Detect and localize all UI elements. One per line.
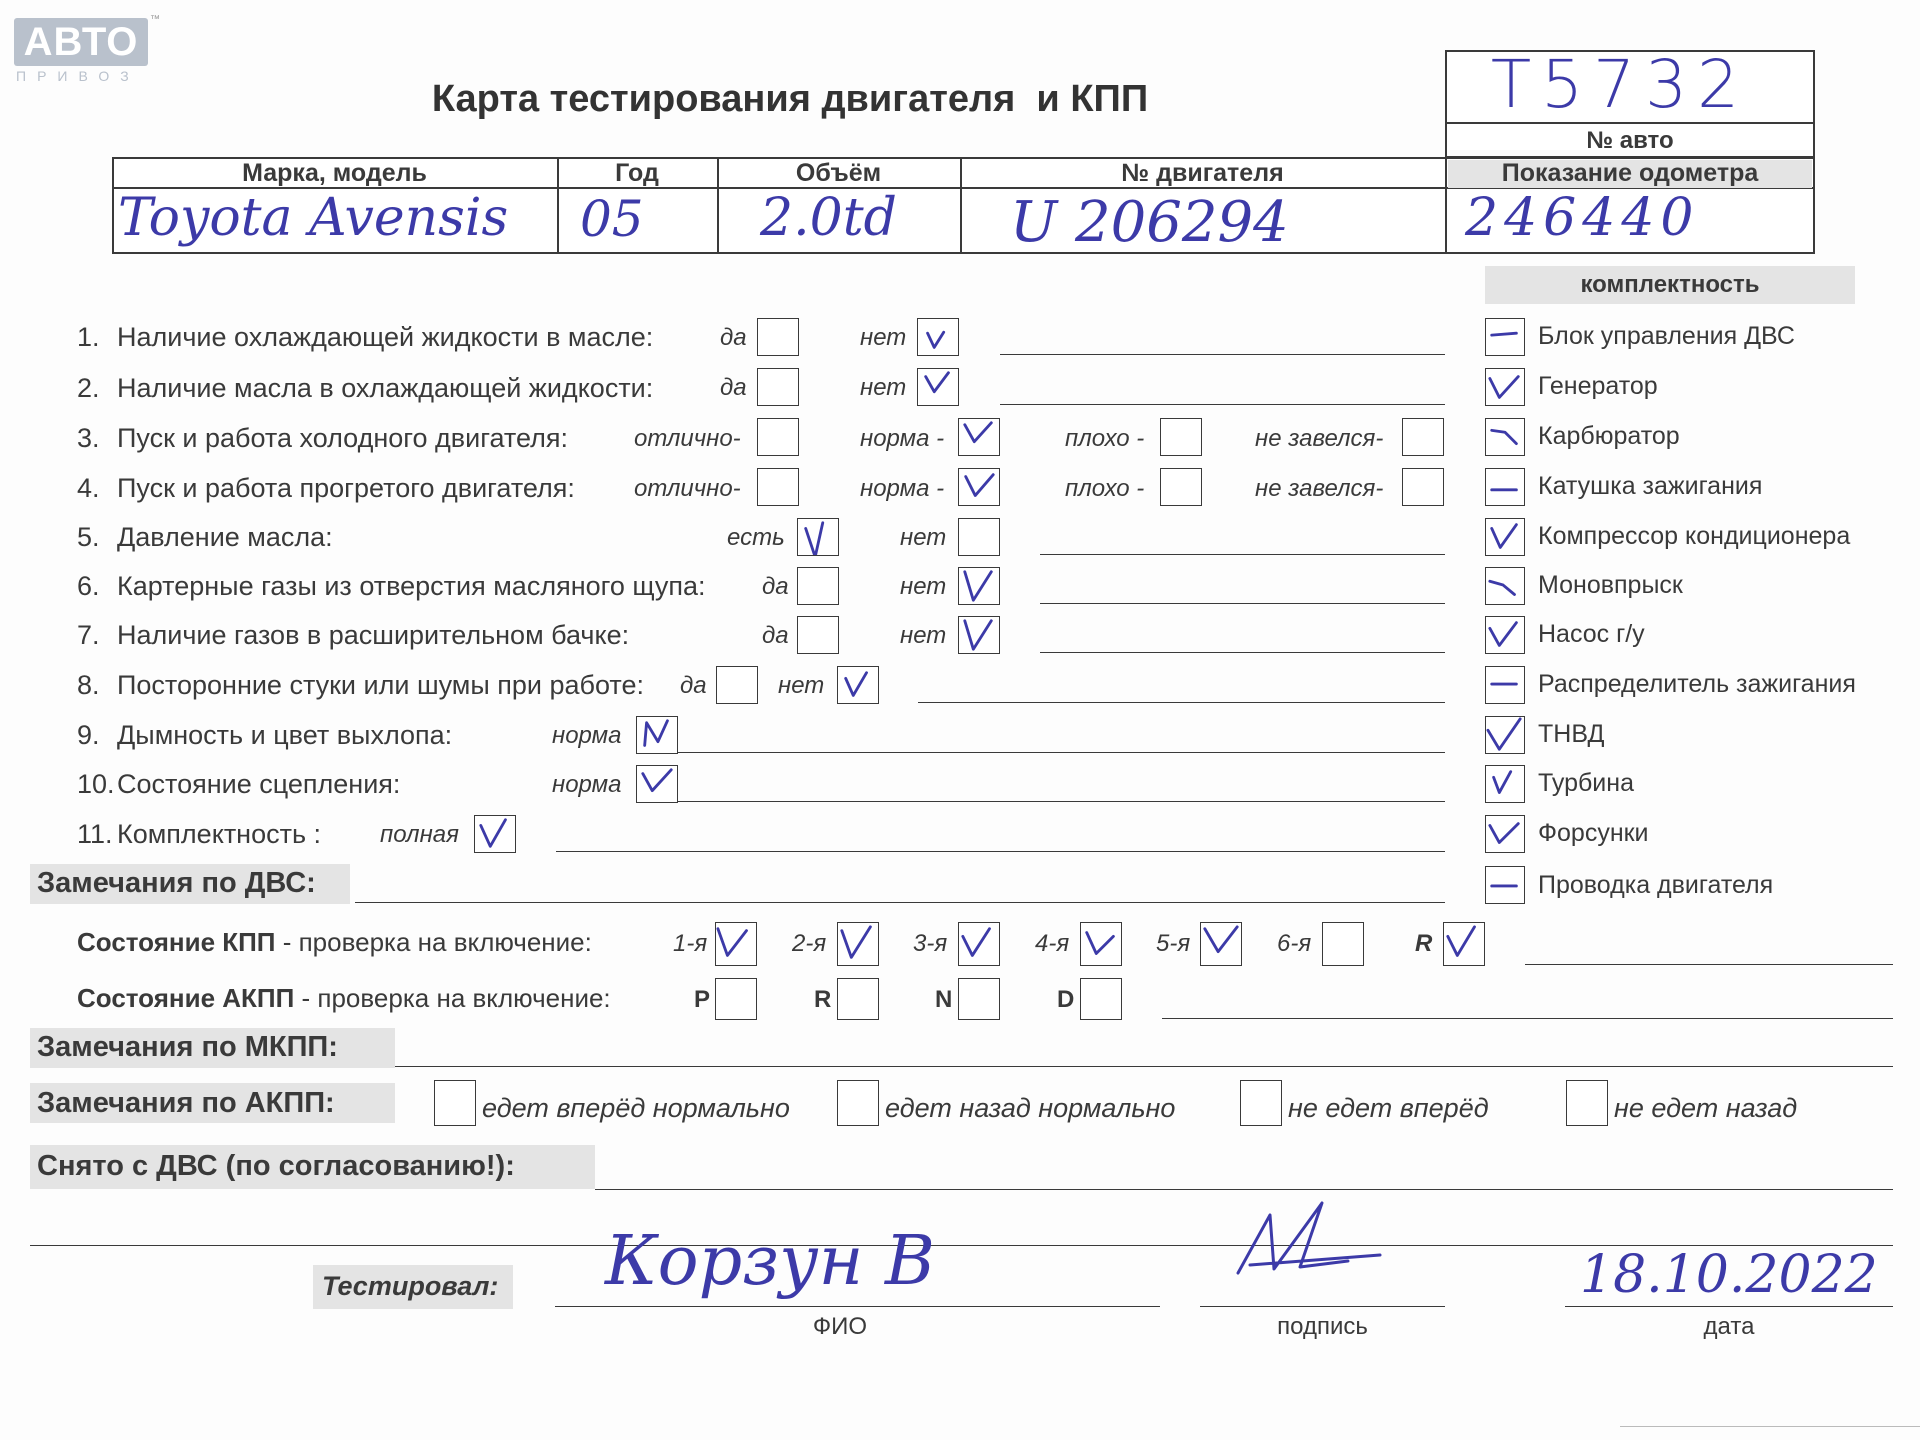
check-mark-icon bbox=[959, 419, 999, 455]
q11-text: Комплектность : bbox=[117, 819, 322, 849]
q9-number: 9. bbox=[77, 720, 100, 750]
q3-number: 3. bbox=[77, 423, 100, 453]
gear-5-checkbox[interactable] bbox=[1200, 922, 1242, 966]
gear-1-checkbox[interactable] bbox=[715, 922, 757, 966]
check-mark-icon bbox=[959, 469, 999, 505]
q7-no-label: нет bbox=[900, 622, 947, 649]
year-value: 05 bbox=[580, 190, 644, 248]
q7-yes-checkbox[interactable] bbox=[797, 616, 839, 654]
q10 bbox=[77, 769, 400, 800]
check-mark-icon bbox=[1486, 369, 1524, 405]
completeness-checkbox-9[interactable] bbox=[1485, 716, 1525, 754]
akpp-forward-ok-checkbox[interactable] bbox=[434, 1080, 476, 1126]
akpp-label-rest: - проверка на включение: bbox=[294, 983, 611, 1013]
kpp-label bbox=[77, 927, 592, 958]
akpp-r-label: R bbox=[814, 986, 832, 1013]
header-volume: Объём bbox=[795, 159, 882, 187]
q7 bbox=[77, 620, 629, 651]
q8-note-line[interactable] bbox=[918, 702, 1445, 703]
q8-no-checkbox[interactable] bbox=[837, 666, 879, 704]
check-mark-icon bbox=[918, 319, 958, 355]
q7-yes-label: да bbox=[762, 622, 789, 649]
gear-4-label: 4-я bbox=[1035, 930, 1070, 957]
gear-3-checkbox[interactable] bbox=[958, 922, 1000, 966]
check-mark-icon bbox=[637, 717, 677, 753]
check-mark-icon bbox=[1081, 923, 1121, 965]
check-mark-icon bbox=[1444, 923, 1484, 965]
akpp-no-forward-label: не едет вперёд bbox=[1288, 1093, 1489, 1123]
q5 bbox=[77, 522, 333, 553]
bottom-edge-line bbox=[1620, 1426, 1920, 1427]
q11-note-line[interactable] bbox=[556, 851, 1445, 852]
tested-label: Тестировал: bbox=[322, 1271, 499, 1301]
q8-number: 8. bbox=[77, 670, 100, 700]
q1-yes-checkbox[interactable] bbox=[757, 318, 799, 356]
q8 bbox=[77, 670, 644, 701]
header-year: Год bbox=[615, 159, 659, 187]
header-engine-number: № двигателя bbox=[1121, 159, 1284, 187]
check-mark-icon bbox=[1486, 816, 1524, 852]
completeness-item-3: Карбюратор bbox=[1538, 422, 1680, 450]
q9-text: Дымность и цвет выхлопа: bbox=[117, 720, 453, 750]
check-mark-icon bbox=[1201, 923, 1241, 965]
q3-text: Пуск и работа холодного двигателя: bbox=[117, 423, 568, 453]
q1-number: 1. bbox=[77, 322, 100, 352]
remarks-engine-label: Замечания по ДВС: bbox=[37, 867, 316, 899]
gear-3-label: 3-я bbox=[913, 930, 948, 957]
q6-note-line[interactable] bbox=[1040, 603, 1445, 604]
q5-number: 5. bbox=[77, 522, 100, 552]
gear-2-checkbox[interactable] bbox=[837, 922, 879, 966]
completeness-title: комплектность bbox=[1580, 271, 1760, 298]
logo bbox=[14, 18, 148, 66]
kpp-label-rest: - проверка на включение: bbox=[275, 927, 592, 957]
completeness-checkbox-4[interactable] bbox=[1485, 468, 1525, 506]
dash-mark-icon bbox=[1486, 867, 1524, 903]
q9-normal-checkbox[interactable] bbox=[636, 716, 678, 754]
akpp-label-bold: Состояние АКПП bbox=[77, 983, 295, 1013]
q10-number: 10. bbox=[77, 769, 115, 799]
q8-text: Посторонние стуки или шумы при работе: bbox=[117, 670, 644, 700]
q2-yes-checkbox[interactable] bbox=[757, 368, 799, 406]
completeness-checkbox-6[interactable] bbox=[1485, 567, 1525, 605]
q4-number: 4. bbox=[77, 473, 100, 503]
remarks-mkpp-line[interactable] bbox=[395, 1066, 1893, 1067]
completeness-item-12: Проводка двигателя bbox=[1538, 871, 1774, 899]
dash-mark-icon bbox=[1486, 667, 1524, 703]
q6 bbox=[77, 571, 706, 602]
logo-tm: ™ bbox=[150, 14, 160, 25]
q5-note-line[interactable] bbox=[1040, 554, 1445, 555]
q8-no-label: нет bbox=[778, 672, 825, 699]
q6-yes-label: да bbox=[762, 573, 789, 600]
q2-note-line[interactable] bbox=[1000, 404, 1445, 405]
q7-text: Наличие газов в расширительном бачке: bbox=[117, 620, 630, 650]
removed-line[interactable] bbox=[595, 1189, 1893, 1190]
q9 bbox=[77, 720, 452, 751]
q4-text: Пуск и работа прогретого двигателя: bbox=[117, 473, 575, 503]
q11-full-checkbox[interactable] bbox=[474, 815, 516, 853]
tester-name: Корзун В bbox=[605, 1222, 936, 1301]
q4-no-start-label: не завелся- bbox=[1255, 475, 1384, 502]
q4-normal-label: норма - bbox=[860, 475, 945, 502]
q6-no-label: нет bbox=[900, 573, 947, 600]
q6-number: 6. bbox=[77, 571, 100, 601]
akpp-d-checkbox[interactable] bbox=[1080, 978, 1122, 1020]
q2-number: 2. bbox=[77, 373, 100, 403]
q6-yes-checkbox[interactable] bbox=[797, 567, 839, 605]
check-mark-icon bbox=[1486, 766, 1524, 802]
q11-number: 11. bbox=[77, 819, 113, 849]
car-number-value: T5732 bbox=[1490, 46, 1750, 123]
gear-r-checkbox[interactable] bbox=[1443, 922, 1485, 966]
check-mark-icon bbox=[959, 923, 999, 965]
dash-mark-icon bbox=[1486, 568, 1524, 604]
q1-no-checkbox[interactable] bbox=[917, 318, 959, 356]
q2-no-checkbox[interactable] bbox=[917, 368, 959, 406]
signature-line[interactable] bbox=[1200, 1306, 1445, 1307]
q5-no-label: нет bbox=[900, 524, 947, 551]
completeness-checkbox-2[interactable] bbox=[1485, 368, 1525, 406]
date-label: дата bbox=[1703, 1313, 1755, 1340]
q2 bbox=[77, 373, 653, 404]
header-model: Марка, модель bbox=[242, 159, 427, 187]
completeness-item-11: Форсунки bbox=[1538, 819, 1649, 847]
gear-1-label: 1-я bbox=[673, 930, 708, 957]
date-line[interactable] bbox=[1565, 1306, 1893, 1307]
q3-excellent-checkbox[interactable] bbox=[757, 418, 799, 456]
q2-text: Наличие масла в охлаждающей жидкости: bbox=[117, 373, 654, 403]
akpp-label bbox=[77, 983, 611, 1014]
akpp-note-line[interactable] bbox=[1162, 1018, 1893, 1019]
q1-note-line[interactable] bbox=[1000, 354, 1445, 355]
q3-bad-checkbox[interactable] bbox=[1160, 418, 1202, 456]
q8-yes-label: да bbox=[680, 672, 707, 699]
completeness-checkbox-8[interactable] bbox=[1485, 666, 1525, 704]
gear-6-label: 6-я bbox=[1277, 930, 1312, 957]
completeness-item-6: Моновпрыск bbox=[1538, 571, 1683, 599]
q10-text: Состояние сцепления: bbox=[117, 769, 401, 799]
q6-text: Картерные газы из отверстия масляного щупа: bbox=[117, 571, 706, 601]
completeness-checkbox-12[interactable] bbox=[1485, 866, 1525, 904]
q5-no-checkbox[interactable] bbox=[958, 518, 1000, 556]
removed-label: Снято с ДВС (по согласованию!): bbox=[37, 1150, 515, 1182]
completeness-checkbox-7[interactable] bbox=[1485, 616, 1525, 654]
completeness-checkbox-1[interactable] bbox=[1485, 318, 1525, 356]
q4-normal-checkbox[interactable] bbox=[958, 468, 1000, 506]
q9-note-line[interactable] bbox=[678, 752, 1445, 753]
completeness-item-5: Компрессор кондиционера bbox=[1538, 522, 1851, 550]
akpp-backward-ok-checkbox[interactable] bbox=[837, 1080, 879, 1126]
completeness-checkbox-3[interactable] bbox=[1485, 418, 1525, 456]
q7-no-checkbox[interactable] bbox=[958, 616, 1000, 654]
page-title: Карта тестирования двигателя и КПП bbox=[431, 78, 1149, 120]
akpp-no-backward-checkbox[interactable] bbox=[1566, 1080, 1608, 1126]
q5-yes-checkbox[interactable] bbox=[797, 518, 839, 556]
q5-yes-label: есть bbox=[727, 524, 785, 551]
akpp-backward-ok-label: едет назад нормально bbox=[885, 1093, 1176, 1123]
gear-r-label: R bbox=[1415, 930, 1433, 957]
completeness-item-2: Генератор bbox=[1538, 372, 1658, 400]
engine-number-value: U 206294 bbox=[1010, 190, 1289, 255]
akpp-no-backward-label: не едет назад bbox=[1614, 1093, 1798, 1123]
q10-normal-label: норма bbox=[552, 771, 622, 798]
check-mark-icon bbox=[959, 617, 999, 653]
q11-full-label: полная bbox=[380, 821, 459, 848]
q4-bad-checkbox[interactable] bbox=[1160, 468, 1202, 506]
check-mark-icon bbox=[798, 519, 838, 555]
akpp-d-label: D bbox=[1057, 986, 1075, 1013]
q6-no-checkbox[interactable] bbox=[958, 567, 1000, 605]
completeness-checkbox-10[interactable] bbox=[1485, 765, 1525, 803]
q2-yes-label: да bbox=[720, 374, 747, 401]
akpp-no-forward-checkbox[interactable] bbox=[1240, 1080, 1282, 1126]
akpp-p-checkbox[interactable] bbox=[715, 978, 757, 1020]
q1-text: Наличие охлаждающей жидкости в масле: bbox=[117, 322, 654, 352]
gear-5-label: 5-я bbox=[1156, 930, 1191, 957]
completeness-item-7: Насос г/у bbox=[1538, 620, 1645, 648]
fio-line[interactable] bbox=[555, 1306, 1160, 1307]
logo-text: АВТО bbox=[23, 20, 139, 64]
completeness-item-9: ТНВД bbox=[1538, 720, 1605, 748]
gear-4-checkbox[interactable] bbox=[1080, 922, 1122, 966]
q1-yes-label: да bbox=[720, 324, 747, 351]
q1 bbox=[77, 322, 653, 353]
gear-2-label: 2-я bbox=[792, 930, 827, 957]
car-number-divider bbox=[1445, 122, 1815, 124]
akpp-p-label: P bbox=[694, 986, 711, 1013]
check-mark-icon bbox=[1486, 717, 1524, 753]
q11 bbox=[77, 819, 321, 850]
q3-bad-label: плохо - bbox=[1065, 425, 1145, 452]
q3-normal-label: норма - bbox=[860, 425, 945, 452]
q4-no-start-checkbox[interactable] bbox=[1402, 468, 1444, 506]
check-mark-icon bbox=[838, 667, 878, 703]
signature-label: подпись bbox=[1277, 1313, 1368, 1340]
q3 bbox=[77, 423, 568, 454]
q10-normal-checkbox[interactable] bbox=[636, 765, 678, 803]
q3-no-start-label: не завелся- bbox=[1255, 425, 1384, 452]
kpp-label-bold: Состояние КПП bbox=[77, 927, 276, 957]
gear-6-checkbox[interactable] bbox=[1322, 922, 1364, 966]
q3-excellent-label: отлично- bbox=[634, 425, 741, 452]
remarks-akpp-label: Замечания по АКПП: bbox=[37, 1087, 335, 1119]
q4 bbox=[77, 473, 575, 504]
check-mark-icon bbox=[1486, 617, 1524, 653]
q7-note-line[interactable] bbox=[1040, 652, 1445, 653]
completeness-item-1: Блок управления ДВС bbox=[1538, 322, 1795, 350]
q3-no-start-checkbox[interactable] bbox=[1402, 418, 1444, 456]
q7-number: 7. bbox=[77, 620, 100, 650]
q10-note-line[interactable] bbox=[678, 801, 1445, 802]
car-number-label: № авто bbox=[1586, 127, 1674, 154]
akpp-n-label: N bbox=[935, 986, 953, 1013]
q1-no-label: нет bbox=[860, 324, 907, 351]
check-mark-icon bbox=[959, 568, 999, 604]
fio-label: ФИО bbox=[812, 1313, 868, 1340]
akpp-forward-ok-label: едет вперёд нормально bbox=[482, 1093, 790, 1123]
completeness-item-10: Турбина bbox=[1538, 769, 1634, 797]
volume-value: 2.0td bbox=[760, 188, 897, 248]
q8-yes-checkbox[interactable] bbox=[716, 666, 758, 704]
check-mark-icon bbox=[637, 766, 677, 802]
q4-excellent-label: отлично- bbox=[634, 475, 741, 502]
model-value: Toyota Avensis bbox=[118, 188, 509, 248]
check-mark-icon bbox=[838, 923, 878, 965]
akpp-n-checkbox[interactable] bbox=[958, 978, 1000, 1020]
completeness-checkbox-5[interactable] bbox=[1485, 518, 1525, 556]
remarks-mkpp-label: Замечания по МКПП: bbox=[37, 1031, 338, 1063]
q4-bad-label: плохо - bbox=[1065, 475, 1145, 502]
q9-normal-label: норма bbox=[552, 722, 622, 749]
q3-normal-checkbox[interactable] bbox=[958, 418, 1000, 456]
completeness-checkbox-11[interactable] bbox=[1485, 815, 1525, 853]
q4-excellent-checkbox[interactable] bbox=[757, 468, 799, 506]
odometer-value: 246440 bbox=[1465, 188, 1700, 248]
kpp-note-line[interactable] bbox=[1525, 964, 1893, 965]
dash-mark-icon bbox=[1486, 319, 1524, 355]
remarks-engine-line[interactable] bbox=[355, 902, 1445, 903]
akpp-r-checkbox[interactable] bbox=[837, 978, 879, 1020]
check-mark-icon bbox=[1486, 519, 1524, 555]
signature-icon bbox=[1230, 1195, 1390, 1285]
check-mark-icon bbox=[918, 369, 958, 405]
logo-subtext: ПРИВОЗ bbox=[16, 68, 140, 84]
dash-mark-icon bbox=[1486, 469, 1524, 505]
q2-no-label: нет bbox=[860, 374, 907, 401]
header-odometer: Показание одометра bbox=[1501, 159, 1759, 187]
dash-mark-icon bbox=[1486, 419, 1524, 455]
completeness-item-8: Распределитель зажигания bbox=[1538, 670, 1856, 698]
q5-text: Давление масла: bbox=[117, 522, 333, 552]
check-mark-icon bbox=[716, 923, 756, 965]
check-mark-icon bbox=[475, 816, 515, 852]
test-date: 18.10.2022 bbox=[1580, 1245, 1878, 1305]
completeness-item-4: Катушка зажигания bbox=[1538, 472, 1763, 500]
